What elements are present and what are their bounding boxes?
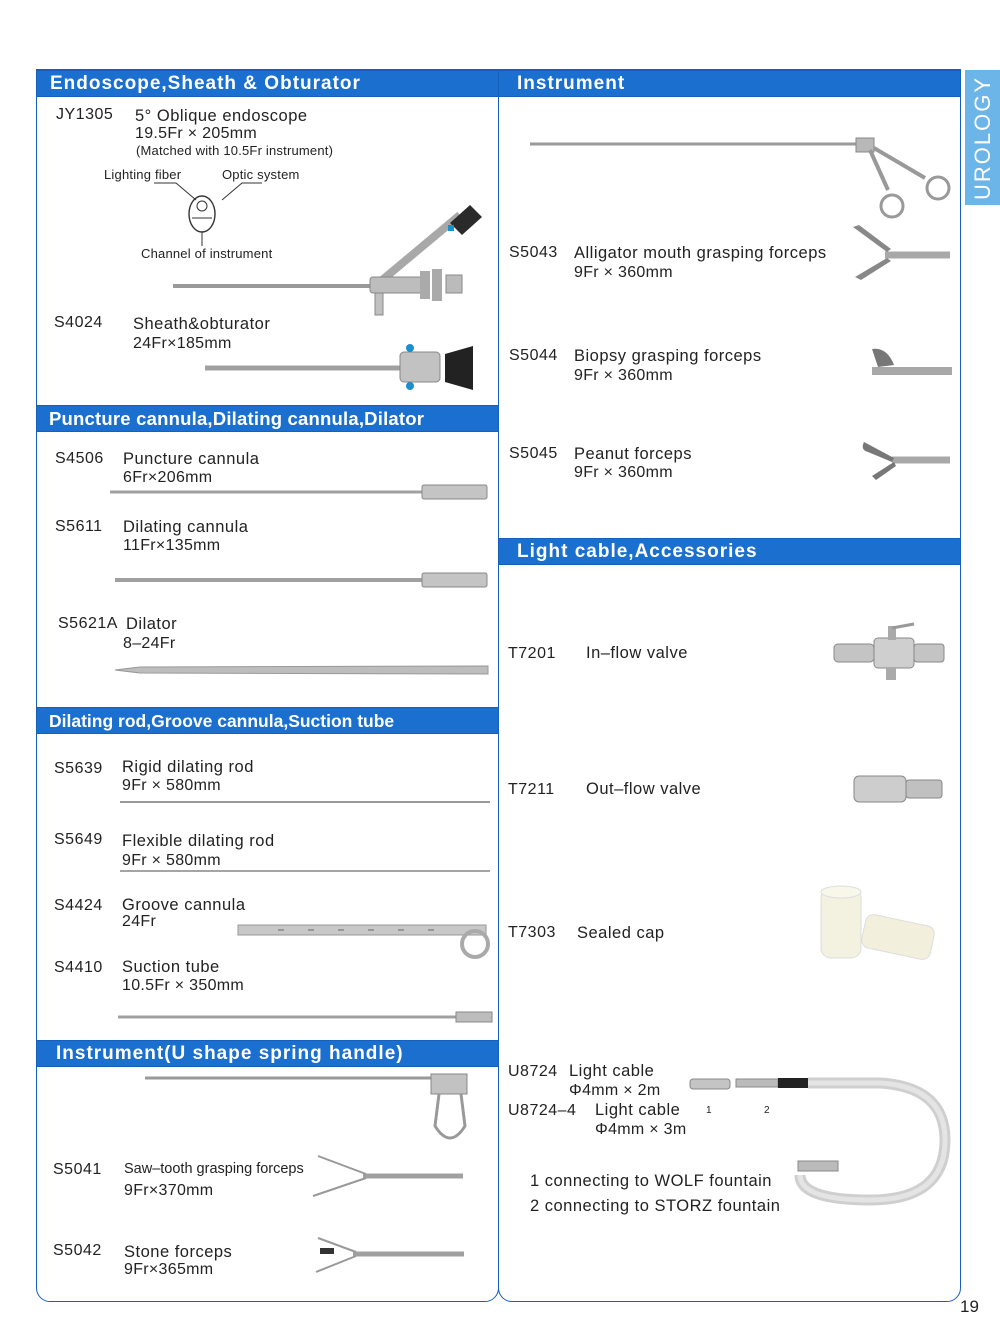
item-code: T7303: [508, 924, 556, 941]
item-note: (Matched with 10.5Fr instrument): [136, 143, 334, 158]
in-flow-valve-image: [830, 622, 950, 682]
item-spec: 9Fr × 360mm: [574, 264, 673, 281]
suction-tube-image: [118, 1009, 498, 1025]
item-code: S4506: [55, 450, 104, 467]
groove-cannula-image: [238, 922, 498, 962]
diagram-label-channel: Channel of instrument: [141, 246, 273, 261]
sheath-obturator-image: [205, 340, 485, 400]
header-dilating: Dilating rod,Groove cannula,Suction tube: [37, 707, 498, 734]
stone-forceps-image: [308, 1232, 468, 1282]
diagram-label-optic-system: Optic system: [222, 167, 300, 182]
item-spec: 24Fr×185mm: [133, 335, 232, 352]
item-name: In–flow valve: [586, 644, 688, 662]
note-wolf: 1 connecting to WOLF fountain: [530, 1172, 772, 1190]
item-name: Puncture cannula: [123, 450, 260, 468]
item-name: Light cable: [595, 1101, 681, 1119]
item-name: Saw–tooth grasping forceps: [124, 1161, 304, 1177]
sealed-cap-image: [815, 882, 945, 972]
page-number: 19: [960, 1297, 979, 1316]
urology-tab-label: UROLOGY: [969, 75, 995, 200]
biopsy-forceps-image: [862, 343, 962, 383]
item-code: S5639: [54, 760, 103, 777]
item-spec: 19.5Fr × 205mm: [135, 125, 258, 142]
endoscope-image: [170, 195, 500, 325]
item-name: Biopsy grasping forceps: [574, 347, 762, 365]
item-code: S5044: [509, 347, 558, 364]
item-name: Alligator mouth grasping forceps: [574, 244, 827, 262]
item-code: T7201: [508, 645, 556, 662]
light-cable-image: [690, 1065, 950, 1215]
item-code: S5043: [509, 244, 558, 261]
dilating-cannula-image: [110, 570, 490, 590]
item-name: Sheath&obturator: [133, 315, 271, 333]
forceps-with-ring-handle-image: [530, 130, 960, 220]
item-spec: Φ4mm × 2m: [569, 1082, 661, 1099]
peanut-forceps-image: [862, 438, 962, 488]
connector-2-label: 2: [764, 1105, 770, 1116]
item-spec: 6Fr×206mm: [123, 469, 213, 486]
item-spec: 24Fr: [122, 913, 157, 930]
item-spec: 9Fr × 580mm: [122, 852, 221, 869]
item-code: S4424: [54, 897, 103, 914]
item-spec: 9Fr × 360mm: [574, 464, 673, 481]
item-code: U8724: [508, 1063, 558, 1080]
header-puncture: Puncture cannula,Dilating cannula,Dilator: [37, 405, 498, 432]
item-code: S5611: [55, 518, 103, 535]
item-name: 5° Oblique endoscope: [135, 107, 308, 125]
item-spec: 9Fr × 580mm: [122, 777, 221, 794]
header-light: Light cable,Accessories: [499, 538, 960, 565]
item-name: Stone forceps: [124, 1243, 233, 1261]
item-code: S5621A: [58, 615, 118, 632]
item-name: Dilating cannula: [123, 518, 249, 536]
item-code: S5041: [53, 1161, 102, 1178]
urology-tab: [965, 70, 1000, 205]
alligator-forceps-image: [845, 225, 955, 285]
item-code: S5045: [509, 445, 558, 462]
item-spec: 9Fr×365mm: [124, 1261, 214, 1278]
out-flow-valve-image: [850, 770, 950, 810]
item-name: Flexible dilating rod: [122, 832, 275, 850]
item-code: JY1305: [56, 106, 114, 123]
diagram-label-lighting-fiber: Lighting fiber: [104, 167, 182, 182]
item-name: Rigid dilating rod: [122, 758, 254, 776]
item-name: Out–flow valve: [586, 780, 702, 798]
item-code: S4410: [54, 959, 103, 976]
item-code: S5042: [53, 1242, 102, 1259]
note-storz: 2 connecting to STORZ fountain: [530, 1197, 781, 1215]
item-spec: 9Fr×370mm: [124, 1182, 214, 1199]
item-spec: 8–24Fr: [123, 635, 176, 652]
saw-tooth-forceps-image: [308, 1152, 468, 1202]
item-code: T7211: [508, 781, 555, 798]
connector-1-label: 1: [706, 1105, 712, 1116]
puncture-cannula-image: [110, 482, 490, 502]
item-name: Light cable: [569, 1062, 655, 1080]
item-spec: 9Fr × 360mm: [574, 367, 673, 384]
item-name: Groove cannula: [122, 896, 246, 914]
flexible-dilating-rod-image: [120, 866, 500, 876]
item-code: S4024: [54, 314, 103, 331]
header-instrument-u: Instrument(U shape spring handle): [37, 1040, 498, 1067]
item-name: Sealed cap: [577, 924, 665, 942]
dilator-image: [110, 660, 490, 680]
item-name: Peanut forceps: [574, 445, 692, 463]
header-instrument: Instrument: [499, 70, 960, 97]
item-code: U8724–4: [508, 1102, 577, 1119]
item-spec: Φ4mm × 3m: [595, 1121, 687, 1138]
rigid-dilating-rod-image: [120, 797, 500, 807]
item-spec: 10.5Fr × 350mm: [122, 977, 245, 994]
item-spec: 11Fr×135mm: [123, 537, 221, 554]
header-endoscope: Endoscope,Sheath & Obturator: [37, 70, 498, 97]
u-spring-handle-image: [145, 1068, 485, 1148]
item-code: S5649: [54, 831, 103, 848]
item-name: Dilator: [126, 615, 178, 633]
item-name: Suction tube: [122, 958, 220, 976]
